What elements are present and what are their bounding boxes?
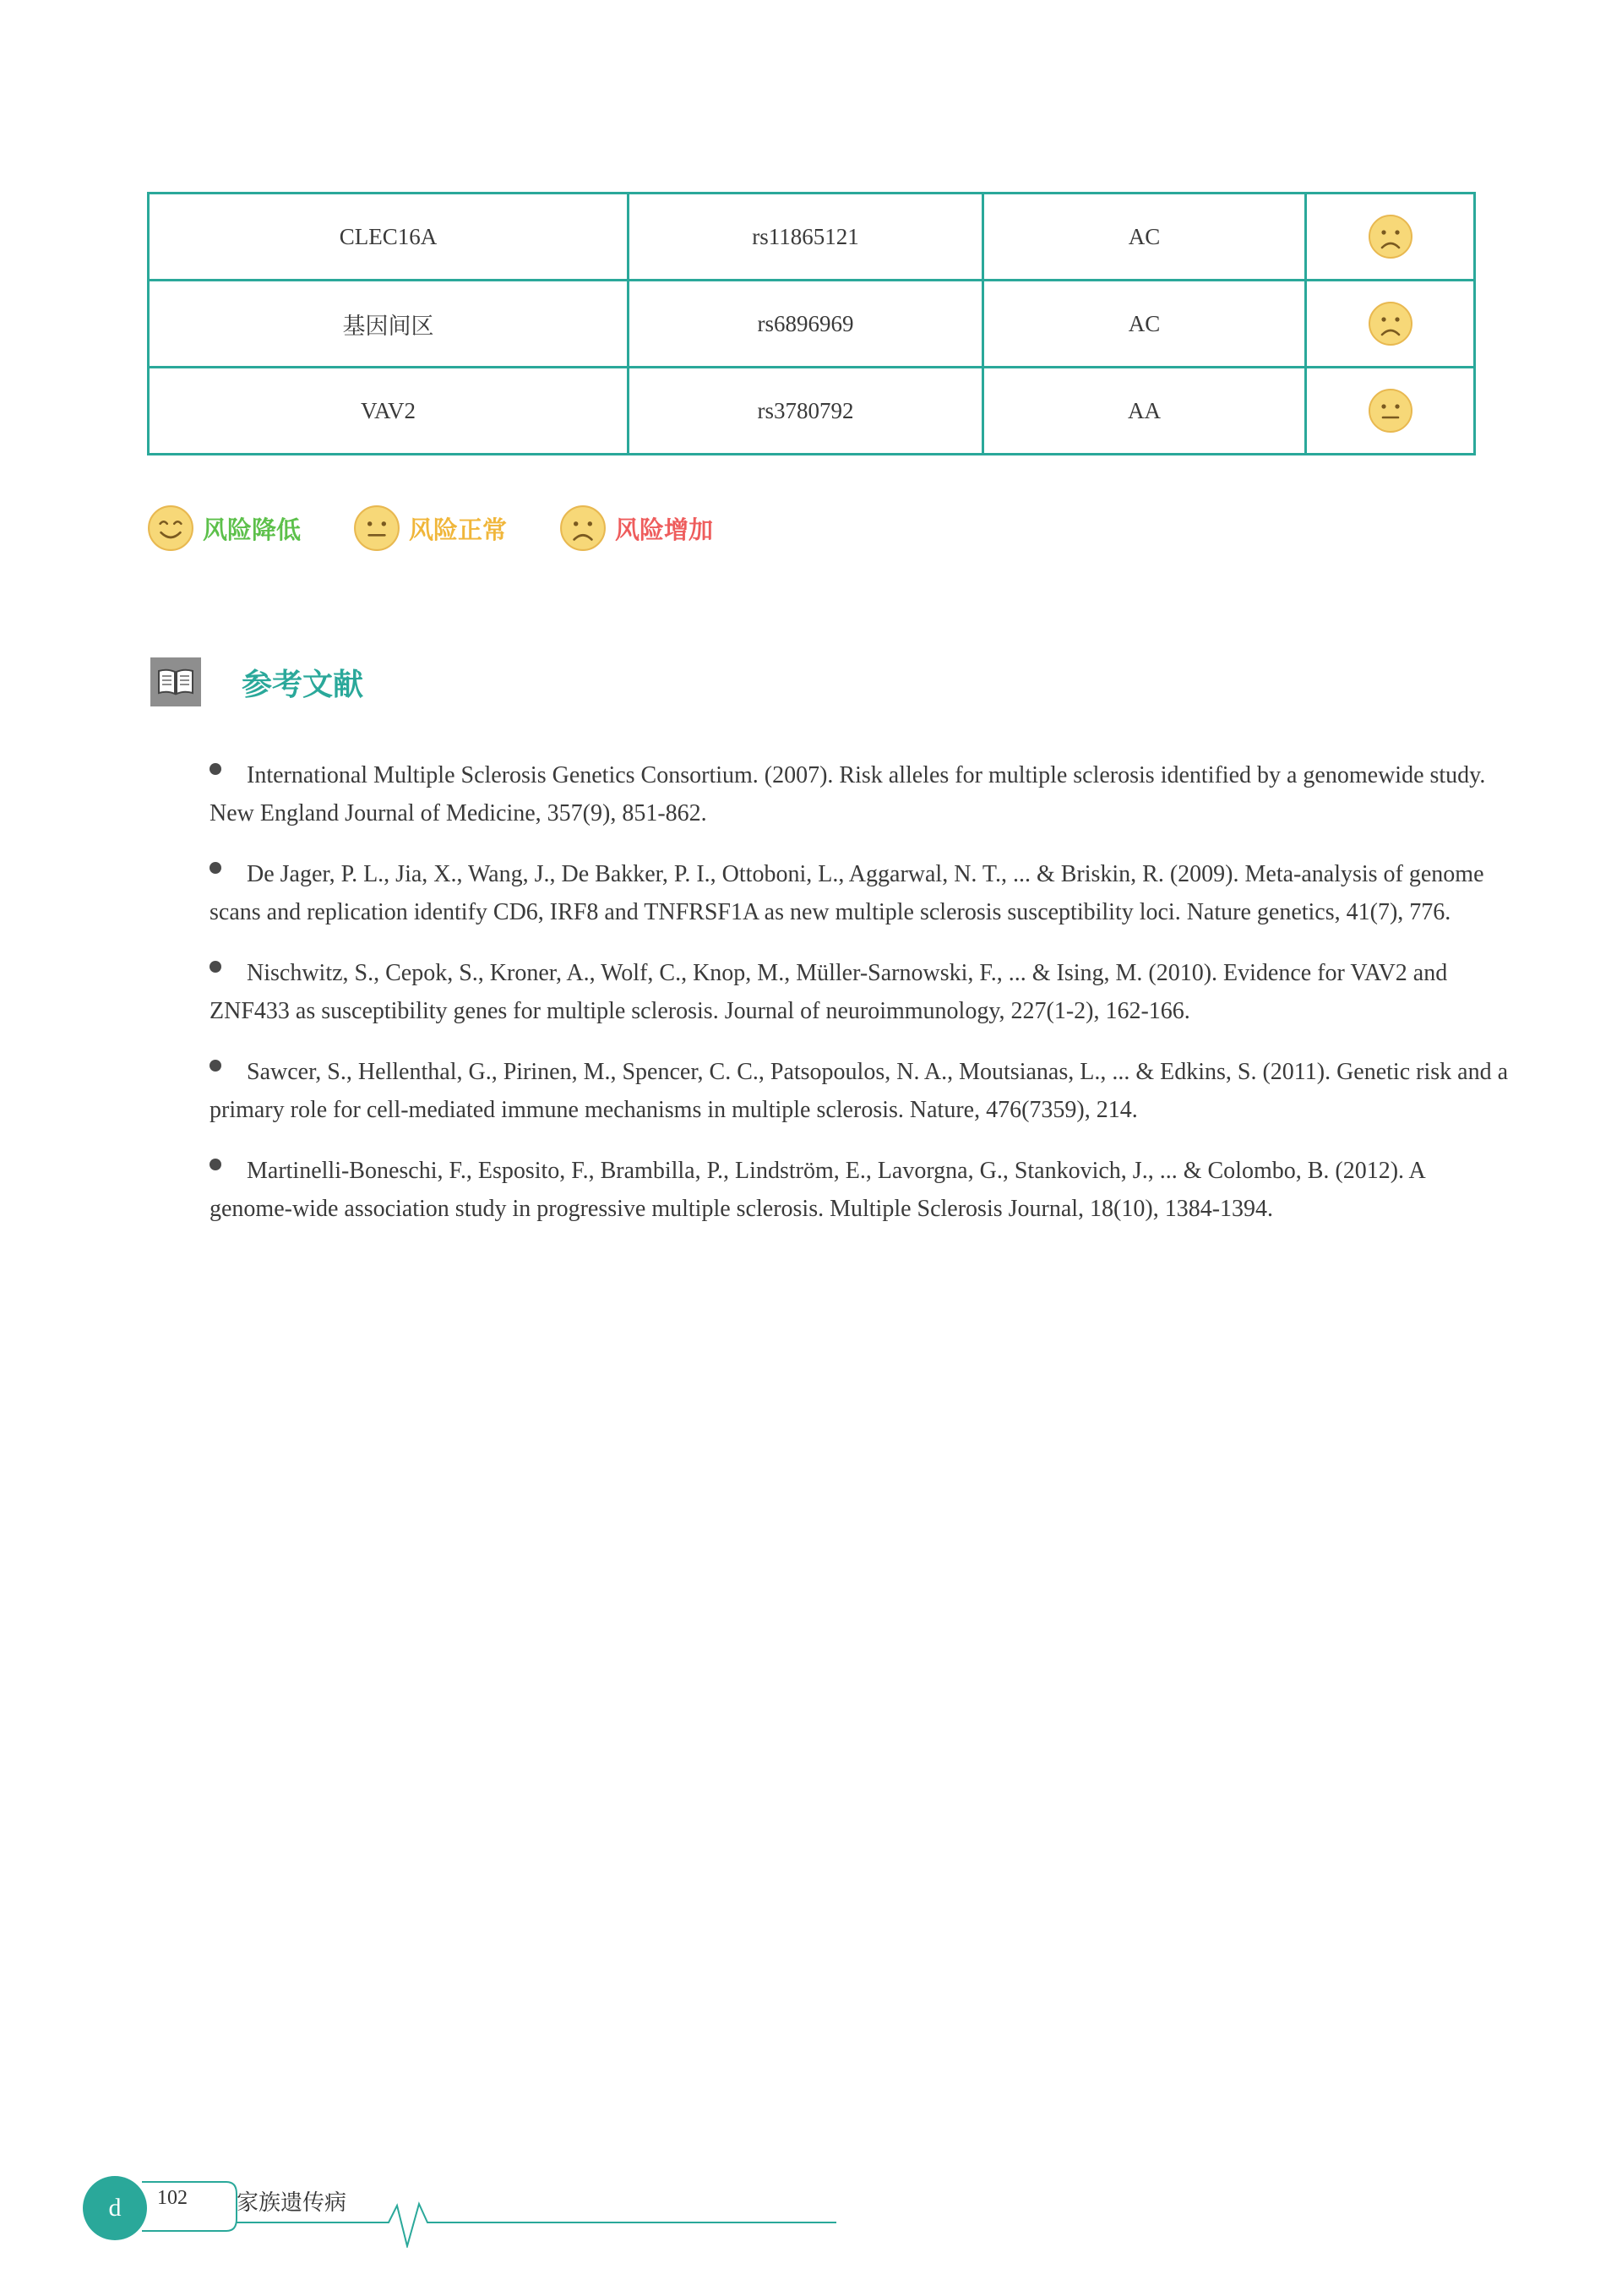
legend-label-low: 风险降低 [203, 515, 302, 544]
genotype-table [147, 192, 1476, 455]
bullet-icon [210, 961, 221, 973]
bullet-icon [210, 1060, 221, 1072]
reference-item [210, 756, 1510, 832]
sad-face-icon [1368, 301, 1413, 346]
gene-cell: CLEC16A [149, 194, 629, 281]
legend-item-low [147, 504, 301, 552]
bullet-icon [210, 1159, 221, 1170]
reference-item [210, 954, 1510, 1030]
bullet-icon [210, 862, 221, 874]
page-number: 102 [157, 2187, 188, 2209]
risk-cell [1306, 194, 1475, 281]
genotype-cell: AC [983, 281, 1306, 368]
table-row [149, 368, 1475, 455]
smile-face-icon [147, 504, 194, 552]
legend-label-normal: 风险正常 [409, 515, 508, 544]
footer-badge: d [83, 2176, 147, 2240]
gene-cell: VAV2 [149, 368, 629, 455]
genotype-cell: AA [983, 368, 1306, 455]
reference-text: Sawcer, S., Hellenthal, G., Pirinen, M., Spencer, C. C., Patsopoulos, N. A., Moutsianas, L., ... & Edkins, S. (2011). Genetic risk and a primary role for cell-mediated immune mechanisms in multiple sclerosis. Nature, 476(7359), 214. [210, 1059, 1508, 1123]
heartbeat-line-icon [83, 2172, 843, 2248]
reference-item [210, 1152, 1510, 1228]
sad-face-icon [559, 504, 607, 552]
risk-cell [1306, 368, 1475, 455]
neutral-face-icon [1368, 388, 1413, 434]
reference-item [210, 1053, 1510, 1129]
snp-cell: rs3780792 [629, 368, 983, 455]
reference-text: Nischwitz, S., Cepok, S., Kroner, A., Wolf, C., Knop, M., Müller-Sarnowski, F., ... & Ising, M. (2010). Evidence for VAV2 and ZNF433 as susceptibility genes for multiple sclerosis. Journal of neuroimmunology, 227(1-2), 162-166. [210, 960, 1448, 1024]
bullet-icon [210, 763, 221, 775]
sad-face-icon [1368, 214, 1413, 259]
legend-item-normal [353, 504, 507, 552]
gene-cell: 基因间区 [149, 281, 629, 368]
reference-item [210, 855, 1510, 931]
reference-text: International Multiple Sclerosis Genetics Consortium. (2007). Risk alleles for multiple sclerosis identified by a genomewide study. New England Journal of Medicine, 357(9), 851-862. [210, 762, 1486, 826]
legend-label-high: 风险增加 [615, 515, 714, 544]
references-list [210, 756, 1510, 1251]
neutral-face-icon [353, 504, 400, 552]
risk-cell [1306, 281, 1475, 368]
reference-text: De Jager, P. L., Jia, X., Wang, J., De Bakker, P. I., Ottoboni, L., Aggarwal, N. T., ... & Briskin, R. (2009). Meta-analysis of genome scans and replication identify CD6, IRF8 and TNFRSF1A as new multiple sclerosis susceptibility loci. Nature genetics, 41(7), 776. [210, 861, 1484, 925]
page-footer [83, 2172, 843, 2248]
book-icon [150, 657, 201, 706]
table-row [149, 281, 1475, 368]
snp-cell: rs11865121 [629, 194, 983, 281]
snp-cell: rs6896969 [629, 281, 983, 368]
references-header [150, 657, 363, 706]
table-row [149, 194, 1475, 281]
genotype-cell: AC [983, 194, 1306, 281]
reference-text: Martinelli-Boneschi, F., Esposito, F., Brambilla, P., Lindström, E., Lavorgna, G., Stankovich, J., ... & Colombo, B. (2012). A genome-wide association study in progressive multiple sclerosis. Multiple Sclerosis Journal, 18(10), 1384-1394. [210, 1158, 1425, 1222]
footer-title: 家族遗传病 [237, 2190, 347, 2216]
section-title: 参考文献 [242, 667, 364, 702]
legend-item-high [559, 504, 713, 552]
